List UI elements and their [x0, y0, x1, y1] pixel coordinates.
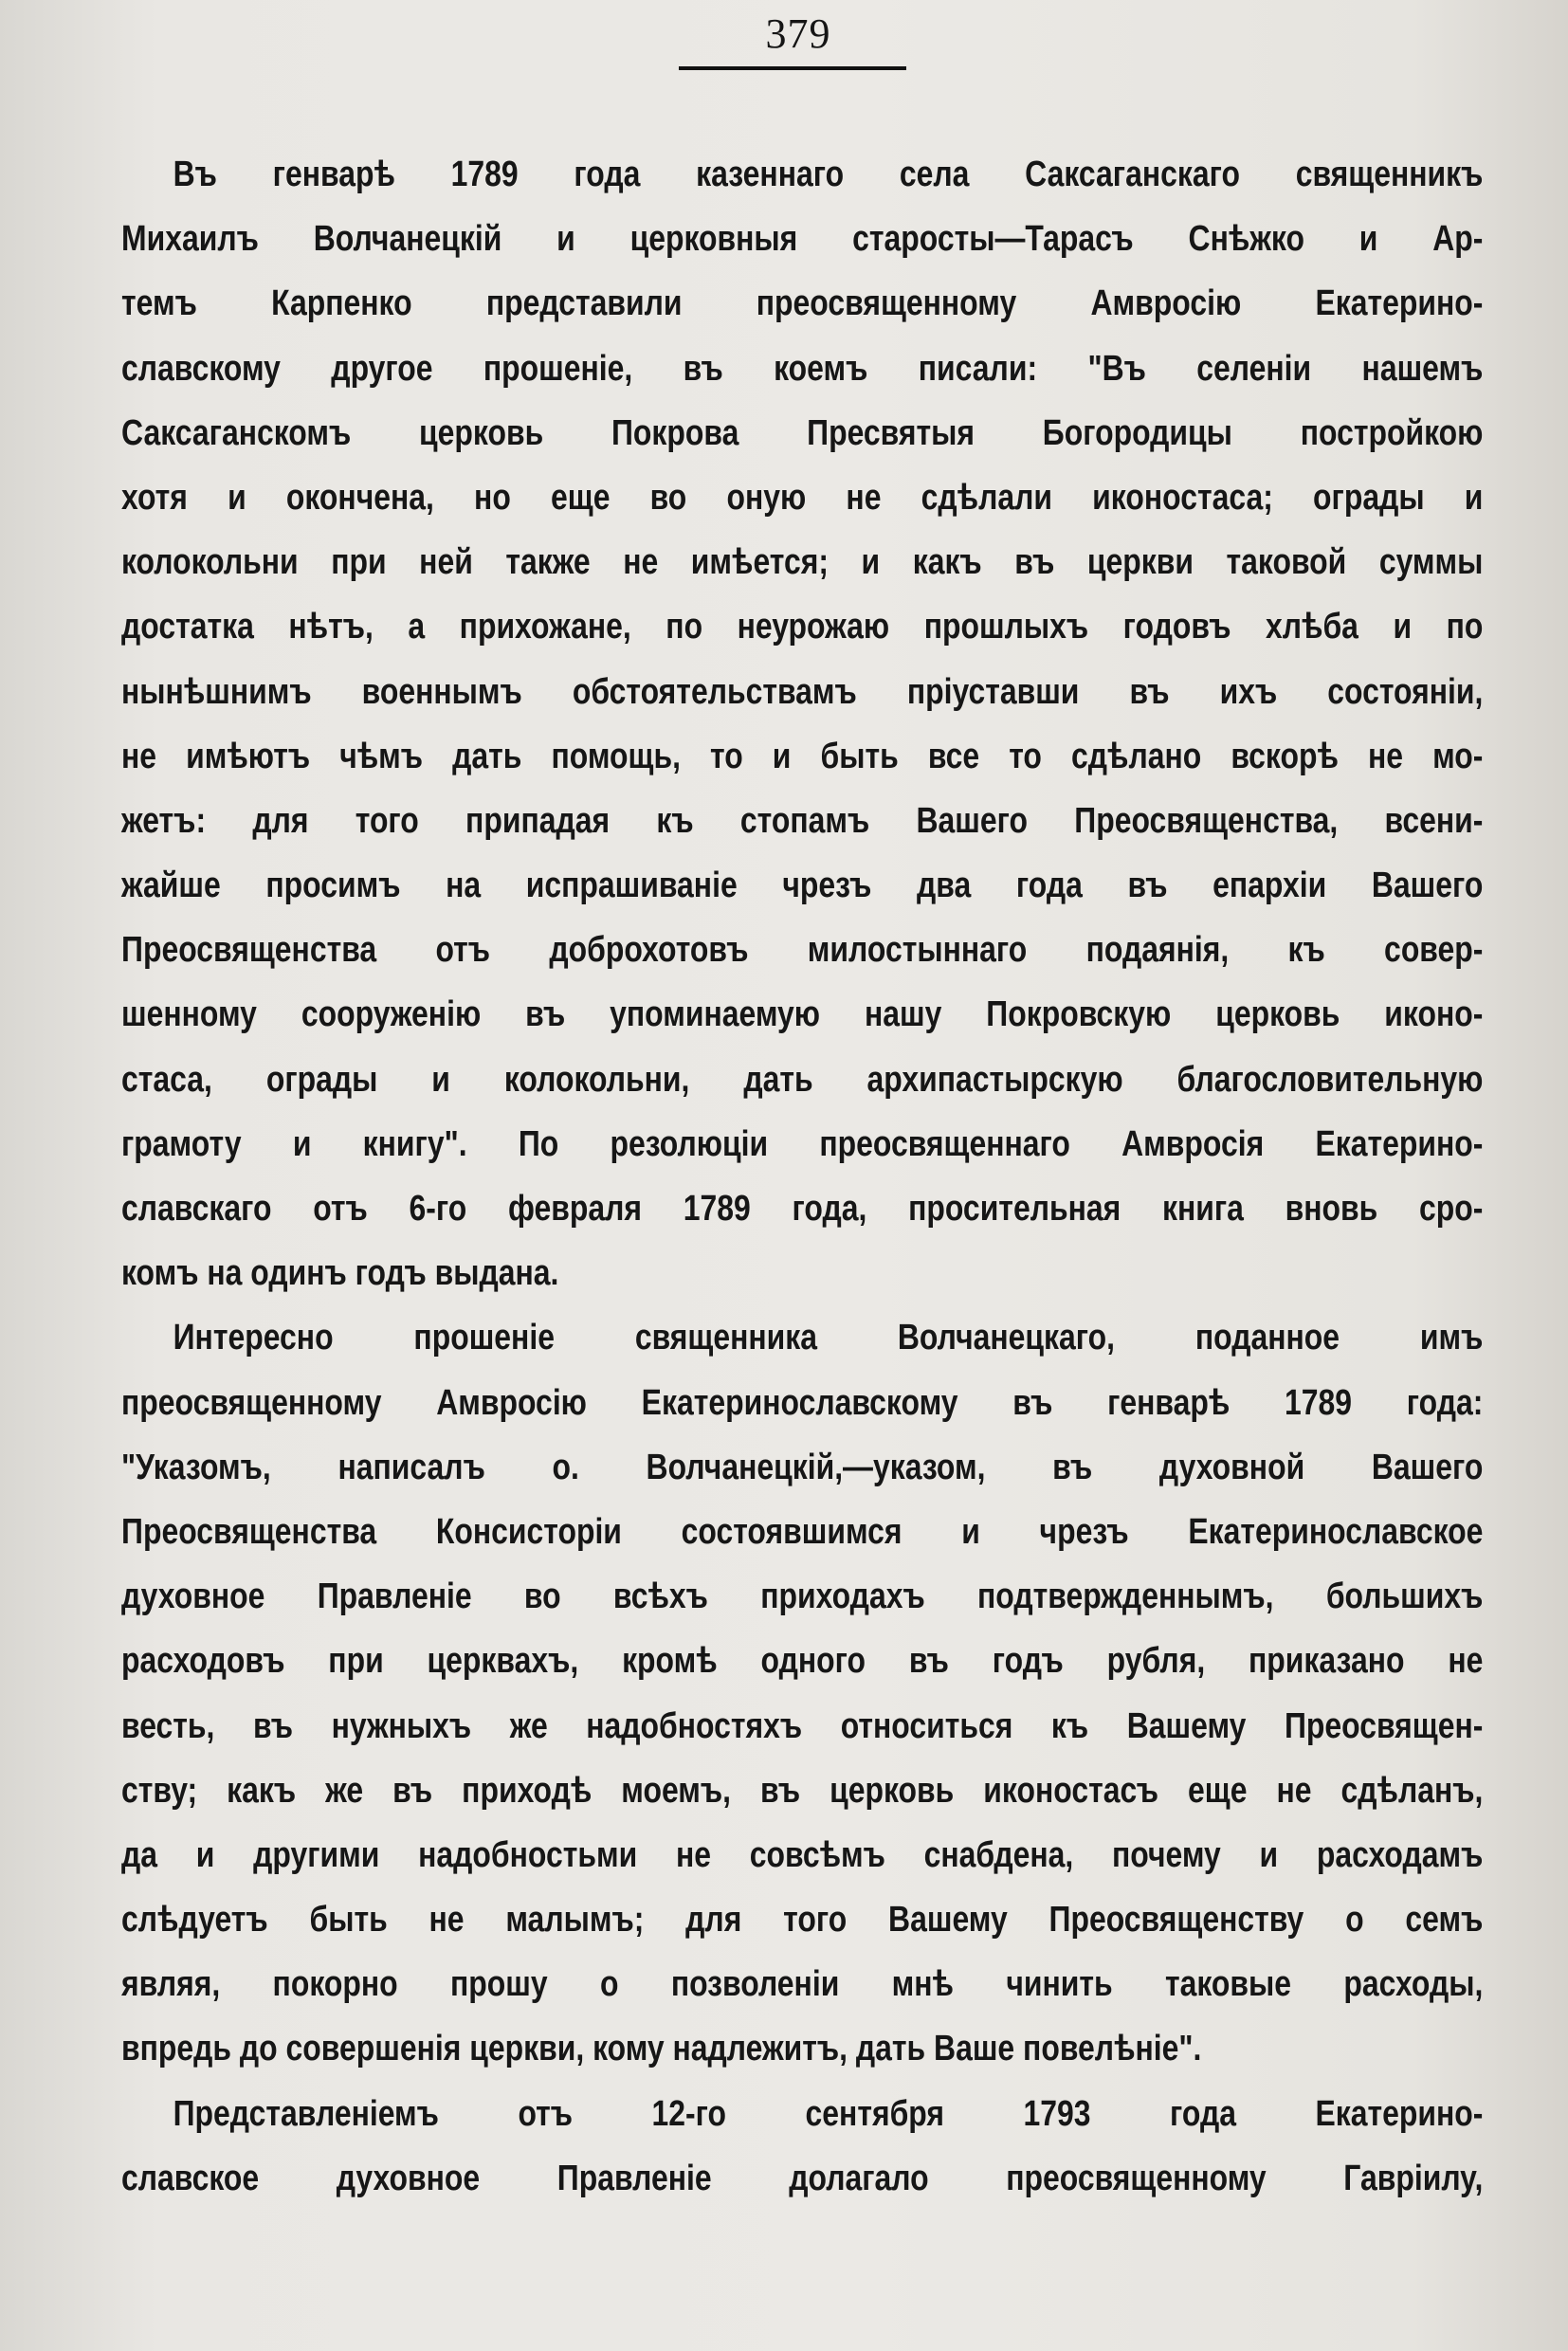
text-line: жетъ: для того припадая къ стопамъ Вашего Преосвященства, всени-: [121, 800, 1484, 841]
text-line: Михаилъ Волчанецкій и церковныя старосты—Тарасъ Снѣжко и Ар-: [121, 219, 1484, 260]
text-line: славское духовное Правленіе долагало преосвященному Гавріилу,: [121, 2158, 1484, 2198]
text-line: комъ на одинъ годъ выдана.: [121, 1253, 559, 1294]
body-text: [121, 142, 1483, 2211]
text-line: расходовъ при церквахъ, кромѣ одного въ годъ рубля, приказано не: [121, 1641, 1484, 1682]
text-line: хотя и окончена, но еще во оную не сдѣлали иконостаса; ограды и: [121, 477, 1484, 518]
text-line: Преосвященства Консисторіи состоявшимся и чрезъ Екатеринославское: [121, 1511, 1484, 1552]
text-line: достатка нѣтъ, а прихожане, по неурожаю прошлыхъ годовъ хлѣба и по: [121, 607, 1484, 647]
text-line: впредь до совершенія церкви, кому надлежитъ, дать Ваше повелѣніе".: [121, 2029, 1202, 2069]
text-line: шенному сооруженію въ упоминаемую нашу Покровскую церковь иконо-: [121, 994, 1484, 1035]
text-line: слѣдуетъ быть не малымъ; для того Вашему Преосвященству о семъ: [121, 1900, 1484, 1941]
page-header: [0, 8, 1568, 61]
page-number: 379: [765, 10, 831, 57]
text-line: являя, покорно прошу о позволеніи мнѣ чинить таковые расходы,: [121, 1964, 1484, 2005]
text-line: славскому другое прошеніе, въ коемъ писали: "Въ селеніи нашемъ: [121, 348, 1484, 389]
text-line: духовное Правленіе во всѣхъ приходахъ подтвержденнымъ, большихъ: [121, 1576, 1484, 1617]
text-line: да и другими надобностьми не совсѣмъ снабдена, почему и расходамъ: [121, 1834, 1484, 1875]
text-line: грамоту и книгу". По резолюціи преосвященнаго Амвросія Екатерино-: [121, 1123, 1484, 1164]
text-line: Интересно прошеніе священника Волчанецкаго, поданное имъ: [173, 1318, 1484, 1358]
text-line: жайше просимъ на испрашиваніе чрезъ два года въ епархіи Вашего: [121, 866, 1484, 906]
text-line: темъ Карпенко представили преосвященному Амвросію Екатерино-: [121, 283, 1484, 324]
text-line: Преосвященства отъ доброхотовъ милостыннаго подаянія, къ совер-: [121, 930, 1484, 971]
text-line: нынѣшнимъ военнымъ обстоятельствамъ пріуставши въ ихъ состояніи,: [121, 671, 1484, 712]
text-line: колокольни при ней также не имѣется; и какъ въ церкви таковой суммы: [121, 542, 1484, 583]
text-line: славскаго отъ 6-го февраля 1789 года, просительная книга вновь сро-: [121, 1189, 1484, 1229]
text-line: ству; какъ же въ приходѣ моемъ, въ церковь иконостасъ еще не сдѣланъ,: [121, 1770, 1484, 1811]
text-line: весть, въ нужныхъ же надобностяхъ относиться къ Вашему Преосвящен-: [121, 1705, 1484, 1746]
text-line: Въ генварѣ 1789 года казеннаго села Саксаганскаго священникъ: [173, 155, 1484, 194]
text-line: Представленіемъ отъ 12-го сентября 1793 года Екатерино-: [173, 2093, 1484, 2134]
text-line: не имѣютъ чѣмъ дать помощь, то и быть все то сдѣлано вскорѣ не мо-: [121, 736, 1484, 776]
text-line: преосвященному Амвросію Екатеринославскому въ генварѣ 1789 года:: [121, 1382, 1484, 1423]
text-line: стаса, ограды и колокольни, дать архипастырскую благословительную: [121, 1059, 1484, 1100]
header-rule: [679, 66, 906, 70]
text-line: Саксаганскомъ церковь Покрова Пресвятыя Богородицы постройкою: [121, 412, 1484, 453]
text-line: "Указомъ, написалъ о. Волчанецкій,—указом, въ духовной Вашего: [121, 1447, 1484, 1487]
